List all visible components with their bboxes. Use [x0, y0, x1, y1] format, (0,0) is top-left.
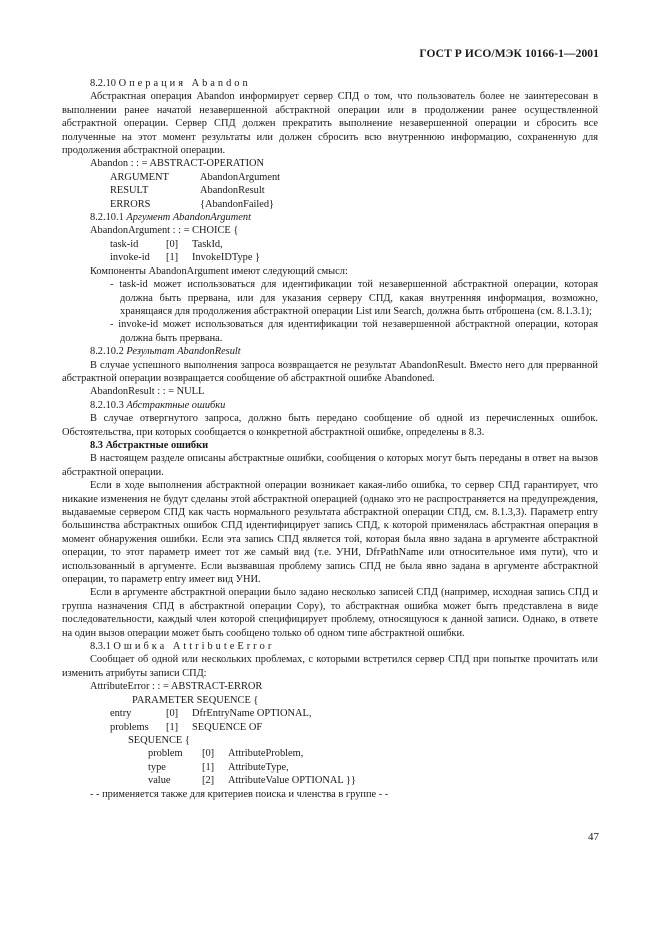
section-8-3-1-heading: [62, 640, 598, 653]
page-number: 47: [588, 831, 599, 843]
table-row: [110, 184, 280, 197]
attribute-error-definition: AttributeError : : = ABSTRACT-ERROR: [90, 681, 263, 693]
abandon-operation-table: [110, 171, 280, 211]
component-cell: value: [148, 775, 171, 787]
section-title: Аргумент AbandonArgument: [126, 212, 251, 224]
list-item: - invoke-id может использоваться для идентификации той незавершенной абстрактной операции, которая должна быть прервана.: [110, 319, 598, 344]
component-cell: type: [148, 761, 166, 773]
table-row: [110, 238, 260, 251]
inner-sequence: SEQUENCE {: [128, 734, 190, 746]
section-8-2-10-2-heading: [62, 345, 598, 358]
section-8-2-10-3-heading: [62, 399, 598, 412]
type-cell: SEQUENCE OF: [192, 721, 263, 733]
table-row: [110, 251, 260, 264]
comment-note: - - применяется также для критериев поиска и членства в группе - -: [90, 788, 389, 800]
value-cell: {AbandonFailed}: [200, 198, 275, 210]
abandon-argument-definition: AbandonArgument : : = CHOICE {: [90, 225, 239, 237]
page-body: [62, 77, 598, 801]
section-title: Ошибка AttributeError: [113, 641, 275, 653]
section-8-2-10-2-paragraph: В случае успешного выполнения запроса возвращается не результат AbandonResult. Вместо него для прерванной абстрактной операции возвращается сообщение об абстрактной ошибке Abandoned.: [62, 359, 598, 384]
abandon-result-definition: AbandonResult : : = NULL: [90, 386, 205, 398]
table-row: [148, 761, 356, 774]
components-intro: Компоненты AbandonArgument имеют следующий смысл:: [90, 265, 348, 277]
type-cell: DfrEntryName OPTIONAL,: [192, 708, 312, 720]
keyword-cell: RESULT: [110, 185, 149, 197]
document-header: ГОСТ Р ИСО/МЭК 10166-1—2001: [419, 48, 599, 60]
table-row: [148, 774, 356, 787]
table-row: [110, 198, 280, 211]
list-item: - task-id может использоваться для идентификации той незавершенной абстрактной операции, которая должна быть прервана, или для указания серверу СПД, какая внутренняя информация, возможно, хранящаяся для продолжения абстрактной операции List или Search, должна быть отброшена (см. 8.1.3.1);: [110, 279, 598, 317]
section-8-2-10-heading: [62, 77, 598, 90]
component-cell: problem: [148, 748, 183, 760]
section-8-2-10-3-paragraph: В случае отвергнутого запроса, должно быть передано сообщение об одной из перечисленных ошибок. Обстоятельства, при которых сообщается о конкретной абстрактной ошибке, определены в 8.3.: [62, 413, 598, 438]
section-8-3-1-paragraph: Сообщает об одной или нескольких проблемах, с которыми встретился сервер СПД при попытке прочитать или изменить атрибуты записи СПД:: [62, 654, 598, 679]
type-cell: InvokeIDType }: [192, 252, 261, 264]
type-cell: AttributeValue OPTIONAL }}: [228, 775, 356, 787]
attribute-error-table: [110, 707, 311, 734]
section-8-3-paragraph: Если в ходе выполнения абстрактной операции возникает какая-либо ошибка, то сервер СПД гарантирует, что никакие изменения не будут сделаны этой абстрактной операцией (однако это не распространяется на предупреждения, выдаваемые сервером СПД как часть нормального результата абстрактной операции СПД, см. 8.1.3,3). Параметр entry большинства абстрактных ошибок СПД идентифицирует запись СПД, к которой применялась абстрактная операция в момент обнаружения ошибки. Если эта запись СПД является той, которая была явно задана в аргументе абстрактной операции, то этот параметр имеет тот же самый вид (т.е. УНИ, DfrPathName или относительное имя пути), что и использованный в аргументе. Если вызвавшая проблему запись СПД не была явно задана в аргументе абстрактной операции, то параметр entry имеет вид УНИ.: [62, 480, 598, 586]
component-cell: problems: [110, 721, 149, 733]
section-8-2-10-paragraph: Абстрактная операция Abandon информирует сервер СПД о том, что пользователь более не заинтересован в выполнении ранее начатой незавершенной абстрактной операции или в продолжении ранее осуществленной абстрактной операции. Сервер СПД должен прекратить выполнение незавершенной операции и сбросить все полученные на этот момент результаты или должен сбросить всю внутреннюю информацию, сохраненную для продолжения абстрактной операции.: [62, 91, 598, 157]
section-8-3-paragraph: Если в аргументе абстрактной операции было задано несколько записей СПД (например, исходная запись СПД и группа назначения СПД в абстрактной операции Copy), то абстрактная ошибка может быть представлена в виде последовательности, каждый член которой специфицирует проблему, относящуюся к данной записи. Однако, в ответе на один вызов операции может быть сообщено только об одном типе абстрактной ошибки.: [62, 587, 598, 639]
tag-cell: [0]: [202, 748, 215, 760]
section-number: 8.2.10.2: [90, 346, 124, 358]
table-row: [110, 721, 311, 734]
tag-cell: [1]: [166, 252, 179, 264]
table-row: [110, 707, 311, 720]
section-number: 8.2.10.3: [90, 399, 124, 411]
component-cell: invoke-id: [110, 252, 150, 264]
section-title: Результат AbandonResult: [126, 346, 241, 358]
value-cell: AbandonArgument: [200, 171, 281, 183]
section-8-2-10-1-heading: [62, 211, 598, 224]
parameter-sequence: PARAMETER SEQUENCE {: [132, 694, 259, 706]
tag-cell: [1]: [202, 761, 215, 773]
table-row: [148, 747, 356, 760]
tag-cell: [0]: [166, 238, 179, 250]
keyword-cell: ERRORS: [110, 198, 151, 210]
tag-cell: [1]: [166, 721, 179, 733]
section-title: Операция Abandon: [118, 78, 251, 89]
component-cell: entry: [110, 708, 132, 720]
section-8-3-paragraph: В настоящем разделе описаны абстрактные ошибки, сообщения о которых могут быть переданы в ответ на вызов абстрактной операции.: [62, 453, 598, 478]
abandon-argument-table: [110, 238, 260, 265]
section-title: Абстрактные ошибки: [126, 399, 226, 411]
tag-cell: [2]: [202, 775, 215, 787]
section-8-3-heading: 8.3 Абстрактные ошибки: [90, 439, 209, 451]
value-cell: AbandonResult: [200, 185, 265, 197]
tag-cell: [0]: [166, 708, 179, 720]
section-number: 8.2.10: [90, 78, 116, 89]
section-number: 8.2.10.1: [90, 212, 124, 224]
type-cell: TaskId,: [192, 238, 223, 250]
type-cell: AttributeType,: [228, 761, 289, 773]
abandon-definition: Abandon : : = ABSTRACT-OPERATION: [90, 158, 265, 170]
table-row: [110, 171, 280, 184]
component-cell: task-id: [110, 238, 139, 250]
type-cell: AttributeProblem,: [228, 748, 304, 760]
attribute-problem-table: [148, 747, 356, 787]
section-number: 8.3.1: [90, 641, 111, 653]
keyword-cell: ARGUMENT: [110, 171, 169, 183]
